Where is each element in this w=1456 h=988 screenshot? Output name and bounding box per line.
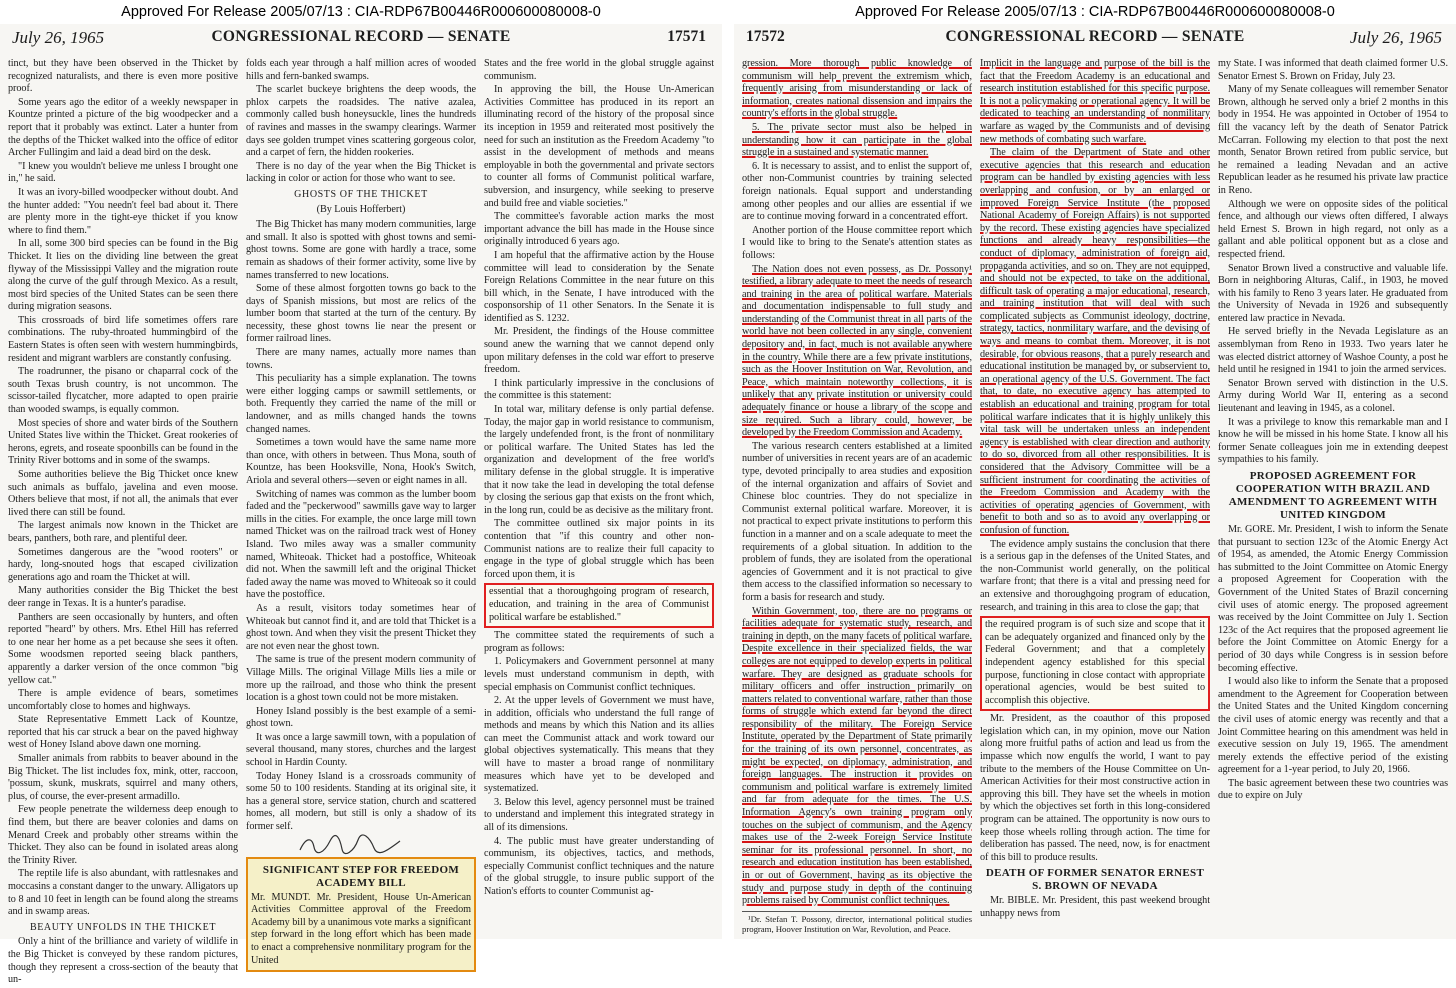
paragraph: Honey Island possibly is the best example of a semi-ghost town. [246,705,476,730]
columns [8,58,714,986]
section-heading: BEAUTY UNFOLDS IN THE THICKET [29,921,217,933]
underlined-quote-paragraph: Within Government, too, there are no programs or facilities adequate for systematic study, research, and training in depth, on the many facets of political warfare. Despite excellence in their specialized fields, the war colleges are not equipped to develop experts in political warfare. They are designed as graduate schools for military officers and offer instruction primarily on matters related to conventional warfare, rather than those forms of struggle which extend far beyond the direct responsibility of the military. The Foreign Service Institute, operated by the Department of State primarily for the training of its own personnel, concentrates, as might be expected, on diplomacy, administration, and foreign languages. The instruction it provides on communism and political warfare is extremely limited and far from adequate for the times. The U.S. Information Agency's own training program only touches on the subject of communism, and the Agency makes use of the 2-week Foreign Service Institute seminar for its professional personnel. In short, no research and education institution has been established, in or out of Government, having as its objective the study and purpose study in depth of the continuing problems raised by Communist conflict techniques. [742,605,972,907]
paragraph: 1. Policymakers and Government personnel at many levels must understand communism in depth, with special emphasis on Communist conflict techniques. [484,656,714,693]
page-number: 17571 [667,28,706,45]
paragraph: Some authorities believe the Big Thicket once knew such animals as buffalo, javelina and even moose. Others believe that most, if not all, the animals that ever lived there can still be found. [8,469,238,518]
paragraph: Some of these almost forgotten towns go back to the days of Spanish missions, but most are relics of the lumber boom that started at the turn of the century. By necessity, these ghost towns lie near the present or former railroad lines. [246,283,476,345]
paragraph: tinct, but they have been observed in the Thicket by recognized naturalists, and there is even more positive proof. [8,58,238,95]
paragraph: Only a hint of the brilliance and variety of wildlife in the Big Thicket is conveyed by these random pictures, though they represent a cross-section of the beauty that un- [8,936,238,986]
columns [742,58,1448,937]
paragraph: The Big Thicket has many modern communities, large and small. It also is spotted with ghost towns and semi-ghost towns. Some are gone with hardly a trace, some remain as shadows of their former activity, some live by names transferred to new locations. [246,219,476,281]
page-gutter [722,0,734,939]
page-title: CONGRESSIONAL RECORD — SENATE [945,28,1245,45]
paragraph: The basic agreement between these two countries was due to expire on July [1218,777,1448,802]
right-page [734,0,1456,939]
page-number: 17572 [746,28,785,45]
page-title: CONGRESSIONAL RECORD — SENATE [211,28,511,45]
handwritten-signature [246,835,476,855]
left-page [0,0,722,986]
red-boxed-quote [980,616,1210,711]
paragraph: Most species of shore and water birds of the Southern United States live within the Thicket. Great rookeries of herons, egrets, and roseate spoonbills can be found in the Trinity River bottoms and in some of the swamps. [8,417,238,467]
paragraph: I am hopeful that the affirmative action by the House committee will lead to consideration by the Senate Foreign Relations Committee in the near future on this bill which, in the Senate, I have introduced with the cosponsorship of 11 other Senators. In the Senate it is identified as S. 1232. [484,249,714,324]
approval-stamp: Approved For Release 2005/07/13 : CIA-RDP67B00446R000600080008-0 [0,0,722,24]
paragraph: State Representative Emmett Lack of Kountze, reported that his car struck a bear on the paved highway west of Honey Island above dawn one morning. [8,714,238,751]
quote-paragraph: In total war, military defense is only partial defense. Today, the major gap in world resistance to communism, the largely undefended front, is the front of nonmilitary or political warfare. The United States has led the organization and development of the free world's military defense in the global struggle. It is imperative that it now take the lead in developing the total defense by closing the serious gap that exists on the front which, in the long run, could be as decisive as the military front. [484,404,714,516]
paragraph: This peculiarity has a simple explanation. The towns were either logging camps or sawmill settlements, or both. Frequently they carried the name of the mill or landowner, and as mills changed hands the towns changed names. [246,373,476,435]
paragraph: The reptile life is also abundant, with rattlesnakes and moccasins a constant danger to the unwary. Alligators up to 8 and 10 feet in length can be found along the streams and in swamp areas. [8,868,238,918]
page-date: July 26, 1965 [1349,28,1442,47]
boxed-text: essential that a thoroughgoing program of research, education, and training in the area of Communist political warfare be established." [489,586,709,623]
paragraph: The committee's favorable action marks the most important advance the bill has made in the House since originally introduced 6 years ago. [484,211,714,248]
paragraph: Few people penetrate the wilderness deep enough to find them, but there are beaver colonies and dams on Menard Creek and probably other streams within the Thicket. They also can be found in isolated areas along the Trinity River. [8,804,238,866]
paragraph: The evidence amply sustains the conclusion that there is a serious gap in the defenses of the United States, and the non-Communist world generally, on the political warfare front; that there is a vital and pressing need for an extensive and thoroughgoing program of education, research, and training in this area to close the gap; that [980,538,1210,613]
paragraph: Mr. MUNDT. Mr. President, House Un-American Activities Committee approval of the Freedom Academy bill by a unanimous vote marks a significant step forward in the long effort which has been made to enact a comprehensive nonmilitary program for the United [251,891,471,966]
byline: (By Louis Hofferbert) [316,203,406,215]
paragraph: folds each year through a half million acres of wooded hills and fern-banked swamps. [246,58,476,82]
paragraph: I think particularly impressive in the conclusions of the committee is this statement: [484,377,714,402]
paragraph: Mr. President, as the coauthor of this proposed legislation which can, in my opinion, move our Nation along more fruitful paths of action and lead us from the impasse which now engulfs the world, I want to pay tribute to the members of the House Committee on Un-American Activities for their most constructive action in approving this bill. They have set the wheels in motion by which the objectives set forth in this long-considered program can be attained. The opportunity is now ours to keep those wheels rolling through action. The time for deliberation has passed. The need, now, is for enactment of this bill to produce results. [980,713,1210,863]
page-header [10,28,712,54]
section-heading: GHOSTS OF THE THICKET [294,188,428,200]
footnote: ¹Dr. Stefan T. Possony, director, international political studies program, Hoover Institution on War, Revolution, and Peace. [742,911,972,935]
paragraph: I would also like to inform the Senate that a proposed amendment to the Agreement for Cooperation between the United States and the United Kingdom concerning the civil uses of atomic energy was recently and that a Joint Committee hearing on this amendment was held in executive session on July 19, 1965. The amendment merely extends the effective period of the existing agreement for a 1-year period, to July 20, 1966. [1218,676,1448,776]
paragraph: Another portion of the House committee report which I would like to bring to the Senate's attention states as follows: [742,224,972,261]
paragraph: Today Honey Island is a crossroads community of some 50 to 100 residents. Standing at its original site, it has a general store, service station, church and scattered homes, all modern, but still is only a shadow of its former self. [246,770,476,833]
paragraph: Mr. GORE. Mr. President, I wish to inform the Senate that pursuant to section 123c of the Atomic Energy Act of 1954, as amended, the Atomic Energy Commission has submitted to the Joint Committee on Atomic Energy a proposed Agreement for Cooperation with the Government of the United States of Brazil concerning civil uses of atomic energy. The proposed agreement was received by the Joint Committee on July 1. Section 123c of the Act requires that the proposed agreement lie before the Joint Committee on Atomic Energy for a period of 30 days while Congress is in session before becoming effective. [1218,524,1448,674]
paragraph: In approving the bill, the House Un-American Activities Committee has produced in its report an illuminating record of the history of the proposal since its inception in 1959 and reiterated most positively the need for such an institution as the Freedom Academy "to assist in the development of methods and means employable in both the governmental and private sectors to counter all forms of Communist political warfare, subversion, and insurgency, while seeking to preserve and build free and viable societies." [484,84,714,209]
page-date: July 26, 1965 [12,28,105,47]
quote-paragraph: The various research centers established at a limited number of universities in recent years are of an academic type, devoted principally to area studies and exposition of the internal organization and affairs of Soviet and Chinese bloc countries. They do not specialize in Communist external political warfare. Moreover, it is not practical to expect private institutions to perform this function in a manner and on a scale adequate to meet the requirements of a global situation. In addition to the problem of funds, they are isolated from the operational agencies of Government and it is not practical to give them access to the classified information so necessary to form a basis for research and study. [742,440,972,603]
section-title: SIGNIFICANT STEP FOR FREEDOM ACADEMY BILL [262,863,460,889]
paragraph: In all, some 300 bird species can be found in the Big Thicket. It lies on the dividing line between the great flyway of the Mississippi Valley and the migration route along the curve of the gulf through Mexico. As a result, most bird species of the United States can be seen there during migration seasons. [8,238,238,313]
paragraph: 4. The public must have greater understanding of communism, its objectives, tactics, and methods, especially Communist conflict techniques and the nature of the global struggle, to insure public support of the Nation's efforts to counter Communist ag- [484,835,714,897]
paragraph: The committee outlined six major points in its contention that "if this country and other non-Communist nations are to realize their full capacity to engage in the type of global struggle which has been forced upon them, it is [484,518,714,580]
column-3 [484,58,714,988]
underlined-paragraph: The claim of the Department of State and other executive agencies that this research and education program can be handled by existing agencies with less overlapping and confusion, or by an enlarged or improved Foreign Service Institute (the proposed National Academy of Foreign Affairs) is not supported by the record. These existing agencies have specialized functions and already heavy responsibilities—the conduct of diplomacy, administration of foreign aid, propaganda activities, and so on. They are not equipped, and should not be expected, to take on the additional, difficult task of operating a major educational, research, and training institution that will deal with such complicated subjects as Communist ideology, doctrine, strategy, tactics, nonmilitary warfare, and the devising of ways and means to combat them. Moreover, it is not desirable, for obvious reasons, that a purely research and educational institution be managed by, or subservient to, an operational agency of the U.S. Government. The fact that, to date, no executive agency has attempted to establish an educational and training program for total political warfare indicates that it is highly unlikely this vital task will be undertaken unless an independent agency is established with clear direction and authority to do so, divorced from all other responsibilities. It is considered that the Advisory Committee will be a sufficient instrument for coordinating the activities of the Freedom Commission and Academy with the activities of operating agencies of Government, with benefit to both and so as to avoid any overlapping or confusion of function. [980,147,1210,536]
paragraph: Mr. BIBLE. Mr. President, this past weekend brought unhappy news from [980,895,1210,919]
paragraph: This crossroads of bird life sometimes offers rare combinations. The ruby-throated hummingbird of the Eastern States is often seen with western hummingbirds, resident and migrant warblers are constantly confusing. [8,314,238,364]
underlined-quote-paragraph: The Nation does not even possess, as Dr. Possony¹ testified, a library adequate to meet the needs of research and training in the area of political warfare. Materials and documentation indispensable to full study and understanding of the Communist threat in all parts of the world have not been collected in any single, convenient depository and, in fact, much is not available anywhere in the country. While there are a few private institutions, such as the Hoover Institution on War, Revolution, and Peace, which maintain noteworthy collections, it is unlikely that any private institution or university could adequately finance or house a library of the scope and size required. Such a library could, however, be developed by the Freedom Commission and Academy. [742,263,972,439]
paragraph: Mr. President, the findings of the House committee sound anew the warning that we cannot depend only upon military defenses in the cold war effort to preserve freedom. [484,326,714,376]
paragraph: There is ample evidence of bears, sometimes uncomfortably close to homes and highways. [8,688,238,712]
paragraph: The scarlet buckeye brightens the deep woods, the phlox carpets the roadsides. The native azalea, commonly called bush honeysuckle, lines the hundreds of ravines and masses in the swampy clearings. Warmer days see golden trumpet vines scattering gorgeous color, and a carpet of fern, the hidden rookeries. [246,84,476,159]
boxed-text: the required program is of such size and scope that it can be adequately organized and financed only by the Federal Government; and that a completely independent agency established for this special purpose, functioning in close contact with appropriate operational agencies, would be best suited to accomplish this objective. [985,619,1205,706]
paragraph: The committee stated the requirements of such a program as follows: [484,630,714,654]
paragraph: Although we were on opposite sides of the political fence, and although our views often differed, I always held Ernest S. Brown in high regard, not only as a gallant and able political opponent but as a close and respected friend. [1218,198,1448,260]
column-1 [742,58,972,937]
paragraph: There are many names, actually more names than towns. [246,347,476,371]
paragraph: Senator Brown served with distinction in the U.S. Army during World War II, entering as a second lieutenant and leaving in 1945, as a colonel. [1218,377,1448,415]
paragraph: my State. I was informed that death claimed former U.S. Senator Ernest S. Brown on Friday, July 23. [1218,58,1448,82]
paragraph: The same is true of the present modern community of Village Mills. The original Village Mills lies a mile or more up the railroad, and those who think the present location is a ghost town could not be more mistaken. [246,654,476,704]
signature-scribble-icon [296,835,406,855]
paragraph: Smaller animals from rabbits to beaver abound in the Big Thicket. The list includes fox, mink, otter, raccoon, 'possum, skunk, muskrats, squirrel and many others, plus, of course, the ever-present armadillo. [8,753,238,802]
paragraph: "I knew you wouldn't believe me unless I brought one in," he said. [8,160,238,185]
underlined-paragraph: gression. More thorough public knowledge of communism will help prevent the extremism which, frequently arising from misunderstanding or lack of information, creates national dissension and impairs the country's efforts in the global struggle. [742,58,972,120]
paragraph: It was an ivory-billed woodpecker without doubt. And the hunter added: "You needn't feel bad about it. There are plenty more in the tight-eye thicket if you know where to find them." [8,186,238,236]
paragraph: 2. At the upper levels of Government we must have, in addition, officials who understand the full range of methods and means by which this Nation and its allies can meet the Communist attack and work toward our global objectives systematically. This means that they will have to master a broad range of nonmilitary measures which have yet to be developed and systematized. [484,695,714,795]
paragraph: There is no day of the year when the Big Thicket is lacking in color or action for those who want to see. [246,160,476,185]
column-2 [980,58,1210,937]
paragraph: It was a privilege to know this remarkable man and I know he will be missed in his home State. I know all his former Senate colleagues join me in extending deepest sympathies to his family. [1218,416,1448,466]
paragraph: The roadrunner, the pisano or chaparral cock of the south Texas brush country, is not uncommon. The scissor-tailed flycatcher, more adapted to open prairie than wooded swamps, is equally common. [8,366,238,416]
paragraph: It was once a large sawmill town, with a population of several thousand, many stores, churches and the largest school in Hardin County. [246,731,476,769]
highlighted-section [246,857,476,973]
column-2 [246,58,476,988]
paragraph: 6. It is necessary to assist, and to enlist the support of, other non-Communist countries by training selected foreign nationals. Equal support and understanding among other peoples and our allies are essential if we are to continue moving forward in a concentrated effort. [742,160,972,223]
paragraph: Many authorities consider the Big Thicket the best deer range in Texas. It is a hunter's paradise. [8,585,238,609]
paragraph: 3. Below this level, agency personnel must be trained to understand and implement this integrated strategy in all of its dimensions. [484,796,714,834]
paragraph: Panthers are seen occasionally by hunters, and often reported "heard" by others. Mrs. Ethel Hill has referred to one near her home as a pet because she sees it often. Some woodsmen reported seeing black panthers, apparently a darker version of the once common "big yellow cat." [8,611,238,686]
paragraph: As a result, visitors today sometimes hear of Whiteoak but cannot find it, and are told that Thicket is a ghost town. And when they visit the present Thicket they are not even near the ghost town. [246,602,476,652]
approval-stamp: Approved For Release 2005/07/13 : CIA-RDP67B00446R000600080008-0 [734,0,1456,24]
paragraph: Some years ago the editor of a weekly newspaper in Kountze printed a picture of the big woodpecker and a report that it probably was extinct. Later a hunter from the depths of the Thicket walked into the office of editor Archer Fullingim and laid a dead bird on the desk. [8,96,238,159]
paragraph: Sometimes a town would have the same name more than once, with others in between. Thus Mona, south of Kountze, has been Hooksville, Nona, Hook's Switch, Ariola and several others—seven or eight names in all. [246,437,476,486]
underlined-paragraph: 5. The private sector must also be helped in understanding how it can participate in the global struggle in a sustained and systematic manner. [742,121,972,159]
section-heading: DEATH OF FORMER SENATOR ERNEST S. BROWN OF NEVADA [985,867,1205,893]
paragraph: He served briefly in the Nevada Legislature as an assemblyman from Reno in 1933. Two years later he was elected district attorney of Washoe County, a post he held until he resigned in 1941 to join the armed services. [1218,326,1448,376]
paragraph: Sometimes dangerous are the "wood rooters" or hardy, long-snouted hogs that escaped civilization generations ago and roam the Thicket at will. [8,546,238,583]
paragraph: Senator Brown lived a constructive and valuable life. Born in neighboring Alturas, Calif., in 1903, he moved with his family to Reno 3 years later. He graduated from the University of Nevada in 1926 and subsequently entered law practice in Nevada. [1218,262,1448,324]
red-boxed-quote [484,583,714,628]
paragraph: States and the free world in the global struggle against communism. [484,58,714,82]
paragraph: Many of my Senate colleagues will remember Senator Brown, although he served only a brief 2 months in this body in 1954. He was appointed in October of 1954 to fill the vacancy left by the death of Senator Patrick McCarran. Following my election to that post the next month, Senator Brown retired from public service, but he remained a leading Nevadan and an active Republican leader as he resumed his private law practice in Reno. [1218,84,1448,196]
page-header [744,28,1446,54]
paragraph: Switching of names was common as the lumber boom faded and the "peckerwood" sawmills gave way to larger mills in the cities. For example, the once large mill town named Thicket was on the railroad track west of Honey Island. Two miles away was a smaller community named, Whiteoak. Thicket had a postoffice, Whiteoak did not. When the sawmill left and the original Thicket faded away the name was moved to Whiteoak so it could have the postoffice. [246,488,476,601]
underlined-paragraph: Implicit in the language and purpose of the bill is the fact that the Freedom Academy is an educational and research institution established for this specific purpose. It is not a policymaking or operational agency. It will be dedicated to teaching an understanding of nonmilitary warfare as waged by the Communists and of devising new methods of combating such warfare. [980,58,1210,145]
column-3 [1218,58,1448,937]
paragraph: The largest animals now known in the Thicket are bears, panthers, both rare, and plentiful deer. [8,520,238,544]
section-heading: PROPOSED AGREEMENT FOR COOPERATION WITH BRAZIL AND AMENDMENT TO AGREEMENT WITH UNITED KINGDOM [1228,470,1438,521]
column-1 [8,58,238,988]
